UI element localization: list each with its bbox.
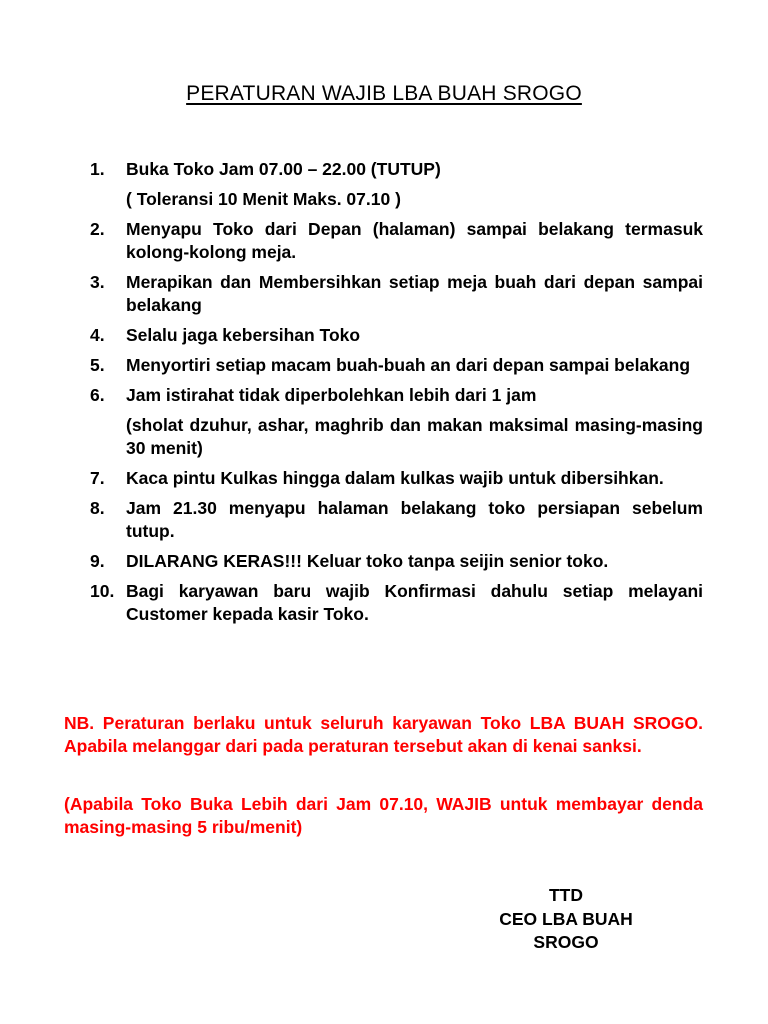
rule-item — [90, 384, 703, 460]
rule-subnote: (sholat dzuhur, ashar, maghrib dan makan maksimal masing-masing 30 menit) — [126, 415, 703, 458]
rule-text — [126, 158, 703, 211]
rule-main-text: Buka Toko Jam 07.00 – 22.00 (TUTUP) — [126, 159, 441, 179]
rule-main-text: Jam istirahat tidak diperbolehkan lebih dari 1 jam — [126, 385, 537, 405]
rule-text: Bagi karyawan baru wajib Konfirmasi dahulu setiap melayani Customer kepada kasir Toko. — [126, 581, 703, 624]
rule-item — [90, 580, 703, 626]
signature-ttd: TTD — [548, 885, 584, 905]
rule-text — [126, 384, 703, 460]
rule-text: Menyapu Toko dari Depan (halaman) sampai belakang termasuk kolong-kolong meja. — [126, 219, 703, 262]
rule-text: Jam 21.30 menyapu halaman belakang toko persiapan sebelum tutup. — [126, 498, 703, 541]
signature-block — [466, 884, 666, 955]
rule-number: 7. — [90, 468, 105, 488]
rule-number: 5. — [90, 355, 105, 375]
rule-item — [90, 271, 703, 317]
rule-text: Selalu jaga kebersihan Toko — [126, 325, 361, 345]
rule-item — [90, 158, 703, 211]
nb-note: NB. Peraturan berlaku untuk seluruh karyawan Toko LBA BUAH SROGO. Apabila melanggar dari pada peraturan tersebut akan di kenai sanksi. — [64, 713, 703, 756]
rule-number: 1. — [90, 159, 105, 179]
signature-location: SROGO — [533, 932, 599, 952]
rule-number: 4. — [90, 325, 105, 345]
rules-list — [90, 158, 703, 633]
rule-subnote: ( Toleransi 10 Menit Maks. 07.10 ) — [126, 189, 401, 209]
rule-text: Kaca pintu Kulkas hingga dalam kulkas wajib untuk dibersihkan. — [126, 468, 664, 488]
rule-item — [90, 324, 703, 347]
rule-item — [90, 467, 703, 490]
rule-item — [90, 218, 703, 264]
signature-title: CEO LBA BUAH — [499, 908, 633, 929]
rule-number: 10. — [90, 581, 115, 601]
rule-number: 2. — [90, 219, 105, 239]
rule-text: Menyortiri setiap macam buah-buah an dari depan sampai belakang — [126, 355, 691, 375]
rule-item — [90, 497, 703, 543]
rule-text: DILARANG KERAS!!! Keluar toko tanpa seijin senior toko. — [126, 551, 609, 571]
rule-item — [90, 550, 703, 573]
rule-text: Merapikan dan Membersihkan setiap meja buah dari depan sampai belakang — [126, 272, 703, 315]
page-title: PERATURAN WAJIB LBA BUAH SROGO — [186, 82, 582, 105]
rule-number: 3. — [90, 272, 105, 292]
rule-number: 8. — [90, 498, 105, 518]
rule-number: 9. — [90, 551, 105, 571]
fine-note: (Apabila Toko Buka Lebih dari Jam 07.10, WAJIB untuk membayar denda masing-masing 5 ribu/menit) — [64, 794, 703, 837]
rule-item — [90, 354, 703, 377]
rule-number: 6. — [90, 385, 105, 405]
